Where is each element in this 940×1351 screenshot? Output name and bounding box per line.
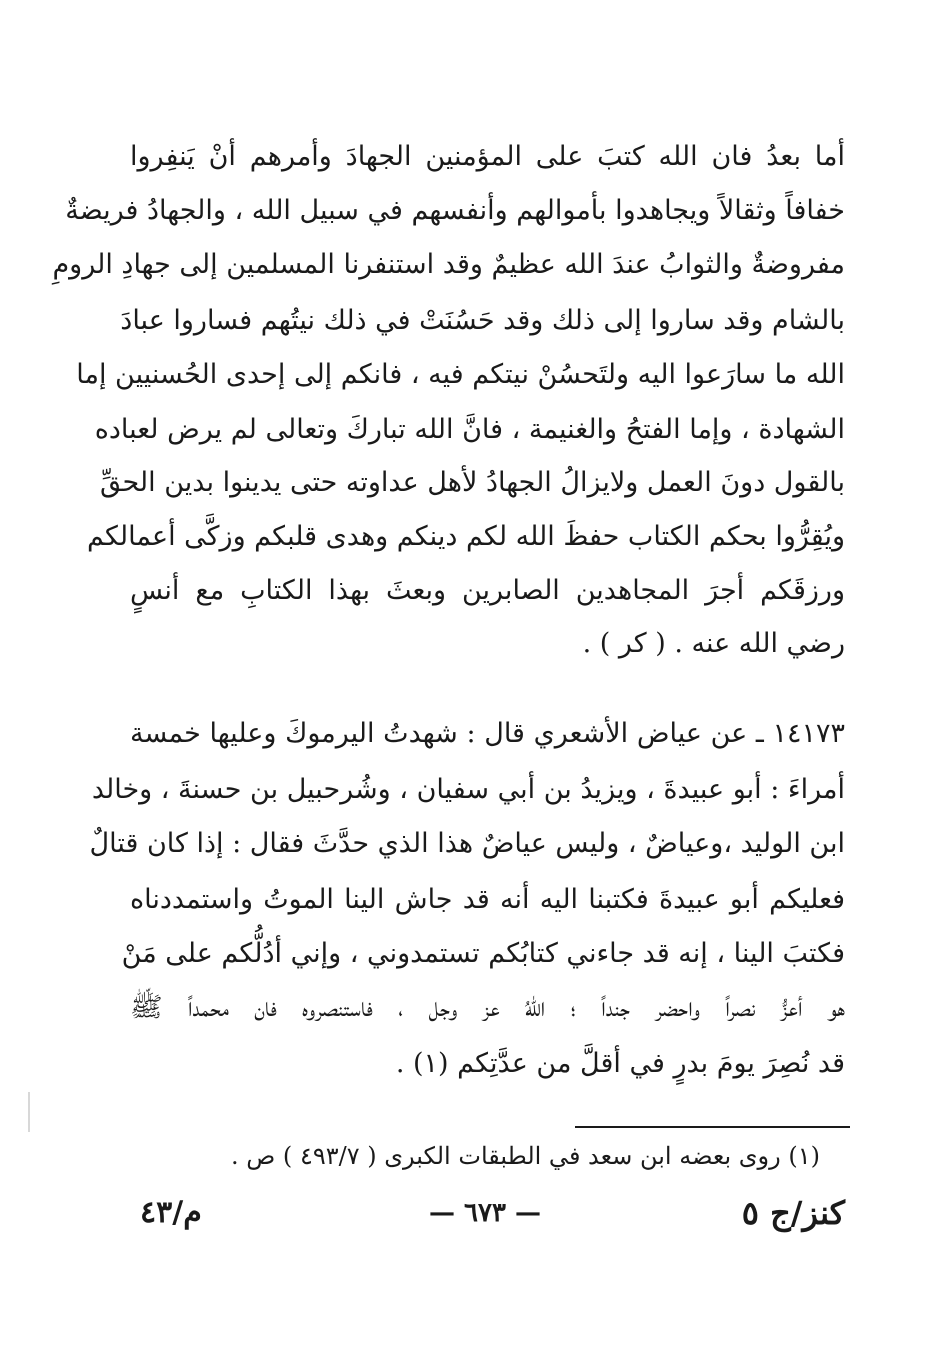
text-line: بالشام وقد ساروا إلى ذلك وقد حَسُنَتْ في ذلك نيتُهم فساروا عبادَ: [120, 305, 845, 336]
book-volume-label: كنز/ج ٥: [741, 1194, 845, 1232]
scan-margin-mark: [28, 1092, 30, 1132]
text-line: فعليكم أبو عبيدةَ فكتبنا اليه أنه قد جاش الينا الموتُ واستمددناه: [130, 884, 845, 915]
text-line: ويُقِرُّوا بحكم الكتاب حفظَ الله لكم دينكم وهدى قلبكم وزكَّى أعمالكم: [87, 521, 845, 552]
footnote-divider: [575, 1126, 850, 1128]
paragraph-2: [89, 712, 845, 1102]
text-line: فكتبَ الينا ، إنه قد جاءني كتابُكم تستمدوني ، وإني أدُلُّكم على مَنْ: [121, 938, 845, 969]
text-line: مفروضةٌ والثوابُ عندَ الله عظيمٌ وقد استنفرنا المسلمين إلى جهادِ الرومِ: [52, 249, 845, 280]
text-line: ١٤١٧٣ ـ عن عياض الأشعري قال : شهدتُ اليرموكَ وعليها خمسة: [130, 718, 845, 749]
paragraph-1: [52, 135, 845, 659]
text-line: قد نُصِرَ يومَ بدرٍ في أقلَّ من عدَّتِكم (١) .: [395, 1048, 845, 1079]
text-line: الشهادة ، وإما الفتحُ والغنيمة ، فانَّ الله تباركَ وتعالى لم يرض لعباده: [94, 414, 845, 445]
footnote: (١) روى بعضه ابن سعد في الطبقات الكبرى ( ٤٩٣/٧ ) ص .: [231, 1142, 820, 1170]
text-line: بالقول دونَ العمل ولايزالُ الجهادُ لأهل عداوته حتى يدينوا بدين الحقِّ: [99, 467, 845, 498]
text-line: الله ما سارَعوا اليه ولتَحسُنْ نيتكم فيه ، فانكم إلى إحدى الحُسنيين إما: [76, 359, 845, 390]
text-line: أما بعدُ فان الله كتبَ على المؤمنين الجهادَ وأمرهم أنْ يَنفِروا: [130, 141, 845, 172]
page-number: — ٦٧٣ —: [428, 1198, 542, 1228]
text-line: ابن الوليد ،وعياضٌ ، وليس عياضٌ هذا الذي حدَّثَ فقال : إذا كان قتالٌ: [89, 828, 845, 859]
text-line: خفافاً وثقالاً ويجاهدوا بأموالهم وأنفسهم في سبيل الله ، والجهادُ فريضةٌ: [65, 195, 845, 226]
text-line: رضي الله عنه . ( كر ) .: [582, 628, 845, 659]
text-line: هو أعزُّ نصراً واحضر جنداً ؛ اللهُ عز وجل ، فاستنصروه فان محمداً ﷺ: [130, 992, 845, 1023]
signature-mark: م/٤٣: [140, 1195, 202, 1230]
text-line: أمراءَ : أبو عبيدةَ ، ويزيدُ بن أبي سفيان ، وشُرحبيل بن حسنةَ ، وخالد: [91, 774, 845, 805]
text-line: ورزقَكم أجرَ المجاهدين الصابرين وبعثَ بهذا الكتابِ مع أنسٍ: [130, 575, 845, 606]
page-footer: [0, 1188, 940, 1238]
